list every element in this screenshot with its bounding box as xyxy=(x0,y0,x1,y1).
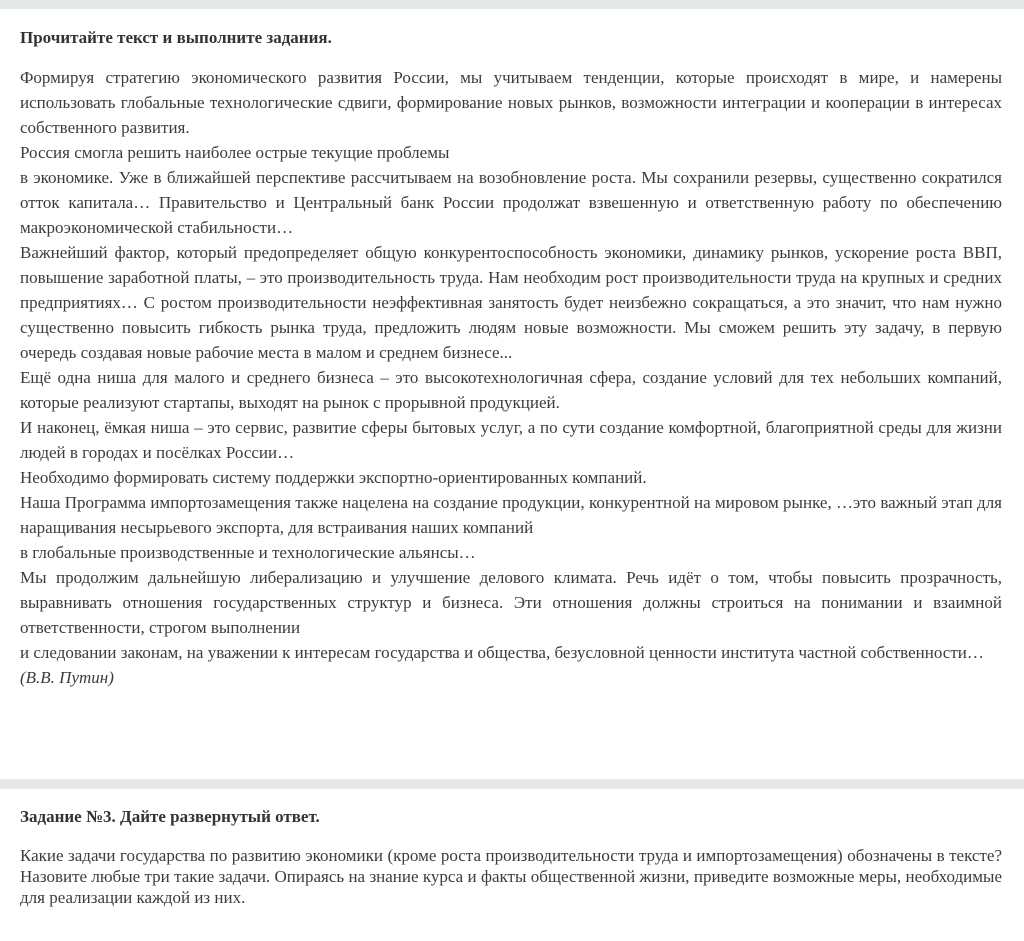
paragraph-10: Мы продолжим дальнейшую либерализацию и улучшение делового климата. Речь идёт о том, чтобы повысить прозрачность, выравнивать отношения государственных структур и бизнеса. Эти отношения должны строиться на понимании и взаимной ответственности, строгом выполнении xyxy=(20,568,1002,637)
reading-heading: Прочитайте текст и выполните задания. xyxy=(20,28,332,47)
paragraph-11: и следовании законам, на уважении к интересам государства и общества, безусловной ценности института частной собственности… xyxy=(20,643,984,662)
paragraph-8: Наша Программа импортозамещения также нацелена на создание продукции, конкурентной на мировом рынке, …это важный этап для наращивания несырьевого экспорта, для встраивания наших компаний xyxy=(20,493,1002,537)
task-question: Какие задачи государства по развитию экономики (кроме роста производительности труда и импортозамещения) обозначены в тексте? Назовите любые три такие задачи. Опираясь на знание курса и факты общественной жизни, приведите возможные меры, необходимые для реализации каждой из них. xyxy=(20,846,1002,907)
section-divider xyxy=(0,779,1024,789)
paragraph-1: Формируя стратегию экономического развития России, мы учитываем тенденции, которые происходят в мире, и намерены использовать глобальные технологические сдвиги, формирование новых рынков, возможности интеграции и кооперации в интересах собственного развития. xyxy=(20,68,1002,137)
paragraph-9: в глобальные производственные и технологические альянсы… xyxy=(20,543,476,562)
paragraph-7: Необходимо формировать систему поддержки экспортно-ориентированных компаний. xyxy=(20,468,647,487)
reading-section xyxy=(20,27,1002,690)
paragraph-3: в экономике. Уже в ближайшей перспективе рассчитываем на возобновление роста. Мы сохранили резервы, существенно сократился отток капитала… Правительство и Центральный банк России продолжат взвешенную и ответственную работу по обеспечению макроэкономической стабильности… xyxy=(20,168,1002,237)
top-divider xyxy=(0,0,1024,9)
reading-text xyxy=(20,65,1002,690)
task-heading: Задание №3. Дайте развернутый ответ. xyxy=(20,807,320,826)
paragraph-2: Россия смогла решить наиболее острые текущие проблемы xyxy=(20,143,450,162)
task-section xyxy=(20,806,1002,925)
paragraph-5: Ещё одна ниша для малого и среднего бизнеса – это высокотехнологичная сфера, создание условий для тех небольших компаний, которые реализуют стартапы, выходят на рынок с прорывной продукцией. xyxy=(20,368,1002,412)
author-attribution: (В.В. Путин) xyxy=(20,668,114,687)
paragraph-4: Важнейший фактор, который предопределяет общую конкурентоспособность экономики, динамику рынков, ускорение роста ВВП, повышение заработной платы, – это производительность труда. Нам необходим рост производительности труда на крупных и средних предприятиях… С ростом производительности неэффективная занятость будет неизбежно сокращаться, а это значит, что нам нужно существенно повысить гибкость рынка труда, предложить людям новые возможности. Мы сможем решить эту задачу, в первую очередь создавая новые рабочие места в малом и среднем бизнесе... xyxy=(20,243,1002,362)
paragraph-6: И наконец, ёмкая ниша – это сервис, развитие сферы бытовых услуг, а по сути создание комфортной, благоприятной среды для жизни людей в городах и посёлках России… xyxy=(20,418,1002,462)
